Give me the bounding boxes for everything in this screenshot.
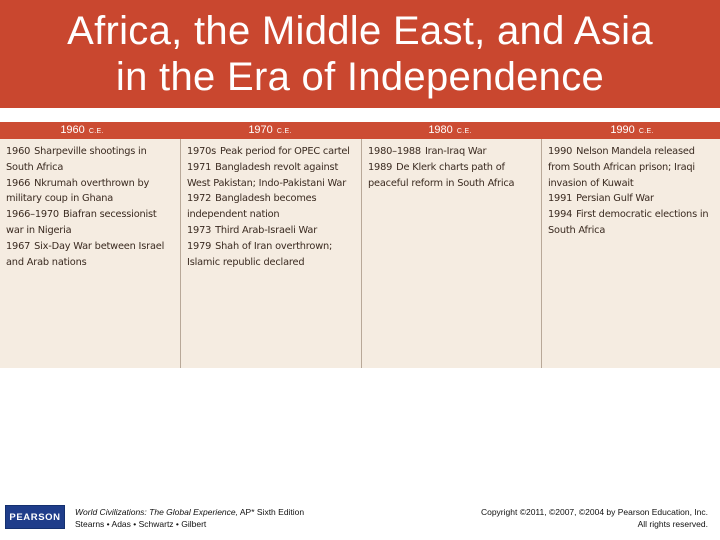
- decade-year: 1960: [60, 124, 85, 136]
- timeline-entry: South Africa: [6, 161, 64, 173]
- timeline-column-1960s: [6, 144, 164, 270]
- timeline-entry: 1991 Persian Gulf War: [548, 193, 654, 205]
- timeline-entry: 1972 Bangladesh becomes: [187, 193, 317, 205]
- decade-divider: [541, 139, 542, 368]
- decade-era: C.E.: [456, 128, 472, 135]
- decade-label-1980: [428, 122, 471, 139]
- timeline-entry: 1990 Nelson Mandela released: [548, 146, 695, 157]
- timeline-entry: 1971 Bangladesh revolt against: [187, 161, 339, 173]
- footer-authors: Stearns • Adas • Schwartz • Gilbert: [75, 519, 207, 529]
- timeline-entry: independent nation: [187, 209, 280, 221]
- timeline-entry: war in Nigeria: [6, 224, 72, 236]
- slide-title-line-2: in the Era of Independence: [115, 55, 605, 99]
- decade-year: 1970: [248, 124, 273, 136]
- timeline-entry: 1967 Six-Day War between Israel: [6, 240, 165, 252]
- timeline-column-1990s: [548, 144, 708, 239]
- timeline-column-1980s: [368, 144, 514, 191]
- decade-year: 1990: [610, 124, 635, 136]
- timeline-entry: South Africa: [548, 224, 606, 236]
- timeline-entry: from South African prison; Iraqi: [548, 161, 695, 173]
- timeline-entry: West Pakistan; Indo-Pakistani War: [187, 177, 347, 189]
- timeline-entry: and Arab nations: [6, 256, 87, 268]
- timeline-entry: 1979 Shah of Iran overthrown;: [187, 240, 333, 252]
- timeline-entry: 1994 First democratic elections in: [548, 209, 709, 221]
- timeline-entry: 1966 Nkrumah overthrown by: [6, 177, 150, 189]
- decade-year: 1980: [428, 124, 453, 136]
- decade-divider: [180, 139, 181, 368]
- timeline-entry: peaceful reform in South Africa: [368, 177, 515, 189]
- timeline: [0, 122, 720, 368]
- decade-label-1970: [248, 122, 291, 139]
- decade-era: C.E.: [276, 128, 292, 135]
- decade-era: C.E.: [88, 128, 104, 135]
- decade-label-1960: [60, 122, 103, 139]
- timeline-entry: invasion of Kuwait: [548, 177, 634, 189]
- book-edition: AP* Sixth Edition: [237, 507, 305, 517]
- copyright-text: Copyright ©2011, ©2007, ©2004 by Pearson Education, Inc.: [480, 507, 708, 517]
- pearson-logo-text: PEARSON: [9, 511, 61, 523]
- timeline-entry: military coup in Ghana: [6, 193, 114, 205]
- timeline-entry: 1980–1988 Iran-Iraq War: [368, 146, 487, 157]
- pearson-logo: [5, 505, 65, 529]
- timeline-entry: 1966–1970 Biafran secessionist: [6, 209, 157, 221]
- timeline-column-1970s: [187, 144, 350, 270]
- timeline-entry: Islamic republic declared: [187, 256, 305, 268]
- decade-divider: [361, 139, 362, 368]
- book-title: World Civilizations: The Global Experience,: [75, 507, 238, 517]
- timeline-header: [0, 122, 720, 139]
- decade-label-1990: [610, 122, 653, 139]
- timeline-entry: 1970s Peak period for OPEC cartel: [187, 146, 350, 157]
- footer-citation: [75, 506, 304, 530]
- slide-title-line-1: Africa, the Middle East, and Asia: [67, 9, 653, 53]
- footer-book-line: [75, 506, 304, 518]
- decade-era: C.E.: [638, 128, 654, 135]
- timeline-entry: 1989 De Klerk charts path of: [368, 161, 505, 173]
- timeline-entry: 1973 Third Arab-Israeli War: [187, 224, 318, 236]
- slide-title-banner: [0, 0, 720, 108]
- footer-copyright: [481, 506, 708, 530]
- rights-text: All rights reserved.: [637, 519, 708, 529]
- timeline-entry: 1960 Sharpeville shootings in: [6, 146, 147, 157]
